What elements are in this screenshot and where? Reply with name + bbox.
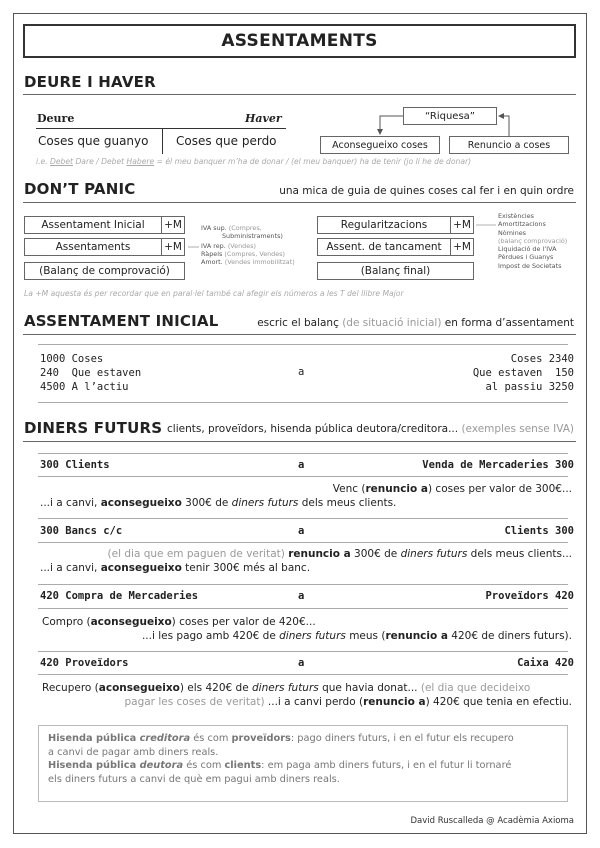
text: Hisenda pública bbox=[48, 760, 140, 772]
page-title: ASSENTAMENTS bbox=[23, 24, 576, 58]
entry-credit: Venda de Mercaderies 300 bbox=[422, 459, 574, 471]
entry-line bbox=[38, 402, 568, 403]
entry-explanation bbox=[42, 616, 316, 628]
section-title-assentament-inicial: ASSENTAMENT INICIAL bbox=[24, 312, 219, 330]
renuncio-box: Renuncio a coses bbox=[449, 136, 569, 154]
text: 420€ de diners futurs). bbox=[447, 630, 572, 642]
text: ) els 420€ de bbox=[179, 682, 253, 694]
subtitle-part: clients, proveïdors, hisenda pública deutora/creditora... bbox=[167, 423, 459, 435]
entry-explanation bbox=[42, 682, 530, 694]
entry-credit: Proveïdors 420 bbox=[485, 590, 574, 602]
entry-explanation bbox=[333, 483, 572, 495]
plus-m-box: +M bbox=[450, 238, 474, 256]
aconsegueixo-box: Aconsegueixo coses bbox=[320, 136, 440, 154]
iva-sup-note-2: Subministraments) bbox=[222, 232, 283, 240]
entry-line-right: al passiu 3250 bbox=[485, 381, 574, 393]
entry-a: a bbox=[298, 657, 305, 669]
text: aconsegueixo bbox=[100, 497, 182, 509]
list-item: Pèrdues i Guanys bbox=[498, 253, 554, 262]
t-account-top-line bbox=[36, 128, 286, 129]
text: renuncio a bbox=[365, 483, 428, 495]
plus-m-box: +M bbox=[161, 216, 185, 234]
hisenda-creditora-line-2: a canvi de pagar amb diners reals. bbox=[48, 746, 219, 758]
debet-habere-note bbox=[36, 157, 471, 166]
text: tenir 300€ més al banc. bbox=[181, 562, 311, 574]
entry-line bbox=[38, 674, 568, 675]
regularitzacions-list bbox=[498, 212, 567, 270]
text: és com bbox=[183, 760, 225, 772]
entry-debit: 420 Proveïdors bbox=[40, 657, 129, 669]
text: ) coses per valor de 300€... bbox=[428, 483, 572, 495]
entry-explanation bbox=[40, 497, 396, 509]
subtitle-part: (exemples sense IVA) bbox=[458, 423, 574, 435]
text: renuncio a bbox=[385, 630, 448, 642]
entry-line bbox=[38, 542, 568, 543]
entry-debit: 300 Bancs c/c bbox=[40, 525, 123, 537]
entry-debit: 420 Compra de Mercaderies bbox=[40, 590, 199, 602]
amort-label bbox=[201, 258, 295, 266]
entry-line bbox=[38, 476, 568, 477]
note-debet: Debet bbox=[50, 157, 74, 166]
hisenda-creditora-line bbox=[48, 732, 514, 746]
entry-line bbox=[38, 651, 568, 652]
text: ) coses per valor de 420€... bbox=[171, 616, 316, 628]
text: ...i a canvi, bbox=[40, 497, 101, 509]
entry-line-left: 4500 A l’actiu bbox=[40, 381, 129, 393]
subtitle-part: (de situació inicial) bbox=[342, 317, 442, 329]
text: meus ( bbox=[345, 630, 386, 642]
iva-rep-note: (Vendes) bbox=[227, 242, 256, 250]
deure-text: Coses que guanyo bbox=[38, 134, 149, 148]
text: 300€ de bbox=[350, 548, 401, 560]
entry-a: a bbox=[298, 590, 305, 602]
text: ...i les pago amb 420€ de bbox=[141, 630, 280, 642]
text: Hisenda pública bbox=[48, 733, 140, 744]
iva-rep: IVA rep. bbox=[201, 242, 226, 250]
rappels-note: (Compres, Vendes) bbox=[224, 250, 285, 258]
subtitle-part: escric el balanç bbox=[257, 317, 343, 329]
footer-credit: David Ruscalleda @ Acadèmia Axioma bbox=[410, 816, 574, 826]
entry-line-left: 240 Que estaven bbox=[40, 367, 142, 379]
list-item: (balanç comprovació) bbox=[498, 236, 568, 245]
note-rest: = él meu banquer m’ha de donar / (el meu banquer) ha de tenir (jo li he de donar) bbox=[154, 157, 472, 166]
text: (el dia que decideixo bbox=[417, 682, 531, 694]
text: Compro ( bbox=[42, 616, 91, 628]
text: 300€ de bbox=[181, 497, 232, 509]
deure-label: Deure bbox=[37, 112, 75, 125]
entry-credit: Clients 300 bbox=[504, 525, 574, 537]
entry-line-right: Coses 2340 bbox=[510, 353, 574, 365]
entry-line bbox=[38, 518, 568, 519]
section-title-diners-futurs: DINERS FUTURS bbox=[24, 419, 163, 437]
haver-text: Coses que perdo bbox=[176, 134, 277, 148]
box-balanc-final: (Balanç final) bbox=[317, 262, 474, 280]
text: Venc ( bbox=[332, 483, 366, 495]
text: dels meus clients... bbox=[467, 548, 572, 560]
section-title-dont-panic: DON’T PANIC bbox=[24, 180, 136, 198]
entry-line bbox=[38, 584, 568, 585]
text: renuncio a bbox=[288, 548, 351, 560]
arrow-renuncio-to-riquesa bbox=[499, 116, 509, 136]
box-assentament-inicial: Assentament Inicial bbox=[24, 216, 162, 234]
plus-m-box: +M bbox=[161, 238, 185, 256]
document-page bbox=[13, 13, 587, 834]
hisenda-note-box bbox=[38, 725, 568, 802]
plus-m-box: +M bbox=[450, 216, 474, 234]
text: diners futurs bbox=[279, 630, 346, 642]
section-rule bbox=[23, 441, 576, 442]
entry-line bbox=[38, 453, 568, 454]
box-balanc-comprovacio: (Balanç de comprovació) bbox=[24, 262, 185, 280]
section-title-deure-haver: DEURE I HAVER bbox=[24, 73, 156, 91]
list-item: Impost de Societats bbox=[498, 261, 562, 270]
note-habere: Habere bbox=[126, 157, 155, 166]
entry-a: a bbox=[298, 525, 305, 537]
entry-a: a bbox=[298, 459, 305, 471]
entry-line-left: 1000 Coses bbox=[40, 353, 104, 365]
rappels: Ràpels bbox=[201, 250, 223, 258]
entry-explanation bbox=[142, 630, 572, 642]
hisenda-deutora-line-2: els diners futurs a canvi de què em pagui amb diners reals. bbox=[48, 773, 340, 785]
plus-m-note: La +M aquesta és per recordar que en paral·lel també cal afegir els números a les T del llibre Major bbox=[24, 289, 404, 298]
text: creditora bbox=[139, 733, 191, 744]
text: és com bbox=[190, 733, 232, 744]
section-rule bbox=[23, 202, 576, 203]
iva-sup-note: (Compres, bbox=[228, 224, 262, 232]
inicial-credit-lines bbox=[473, 352, 574, 394]
haver-label: Haver bbox=[245, 112, 282, 125]
text: ...i a canvi perdo ( bbox=[264, 696, 364, 708]
hisenda-note-text bbox=[48, 732, 514, 786]
text: deutora bbox=[139, 760, 184, 772]
hisenda-deutora-line bbox=[48, 759, 514, 773]
text: aconsegueixo bbox=[100, 562, 182, 574]
text: que havia donat... bbox=[318, 682, 418, 694]
box-regularitzacions: Regularitzacions bbox=[317, 216, 451, 234]
box-assent-tancament: Assent. de tancament bbox=[317, 238, 451, 256]
entry-explanation bbox=[124, 696, 572, 708]
dont-panic-subtitle: una mica de guia de quines coses cal fer i en quin ordre bbox=[279, 185, 574, 197]
text: ) 420€ que tenia en efectiu. bbox=[425, 696, 572, 708]
text: pagar les coses de veritat) bbox=[124, 696, 265, 708]
list-item: Nòmines bbox=[498, 228, 527, 237]
text: diners futurs bbox=[231, 497, 299, 509]
text: aconsegueixo bbox=[98, 682, 180, 694]
inicial-debit-lines bbox=[40, 352, 141, 394]
entry-line bbox=[38, 344, 568, 345]
text: Recupero ( bbox=[42, 682, 99, 694]
text: dels meus clients. bbox=[298, 497, 397, 509]
assentament-inicial-subtitle bbox=[257, 317, 574, 329]
list-item: Existències bbox=[498, 212, 534, 220]
text: clients bbox=[224, 760, 262, 772]
text: : pago diners futurs, i en el futur els recupero bbox=[290, 733, 514, 744]
note-prefix: i.e. bbox=[36, 157, 51, 166]
text: ...i a canvi, bbox=[40, 562, 101, 574]
section-rule bbox=[23, 334, 576, 335]
note-mid: Dare / Debet bbox=[73, 157, 127, 166]
amort-note: (Vendes immobilitzat) bbox=[224, 258, 295, 266]
entry-credit: Caixa 420 bbox=[517, 657, 574, 669]
text: proveïdors bbox=[231, 733, 291, 744]
entry-line-right: Que estaven 150 bbox=[472, 367, 574, 379]
section-rule bbox=[23, 94, 576, 95]
riquesa-box: “Riquesa” bbox=[403, 107, 497, 125]
entry-line bbox=[38, 608, 568, 609]
arrow-riquesa-to-aconsegueixo bbox=[380, 116, 403, 134]
list-item: Liquidació de l’IVA bbox=[498, 245, 557, 254]
text: renuncio a bbox=[363, 696, 426, 708]
text: diners futurs bbox=[400, 548, 468, 560]
entry-debit: 300 Clients bbox=[40, 459, 110, 471]
diners-futurs-subtitle bbox=[167, 423, 574, 435]
text: diners futurs bbox=[252, 682, 319, 694]
list-item: Amortitzacions bbox=[498, 220, 546, 229]
amort: Amort. bbox=[201, 258, 223, 266]
box-assentaments: Assentaments bbox=[24, 238, 162, 256]
iva-sup: IVA sup. bbox=[201, 224, 227, 232]
subtitle-part: en forma d’assentament bbox=[441, 317, 574, 329]
entry-explanation bbox=[40, 562, 310, 574]
t-account-divider bbox=[162, 128, 163, 154]
text: : em paga amb diners futurs, i en el futur li tornaré bbox=[261, 760, 512, 772]
text: aconsegueixo bbox=[90, 616, 172, 628]
entry-a: a bbox=[298, 366, 305, 378]
entry-explanation bbox=[108, 548, 572, 560]
text: (el dia que em paguen de veritat) bbox=[107, 548, 289, 560]
